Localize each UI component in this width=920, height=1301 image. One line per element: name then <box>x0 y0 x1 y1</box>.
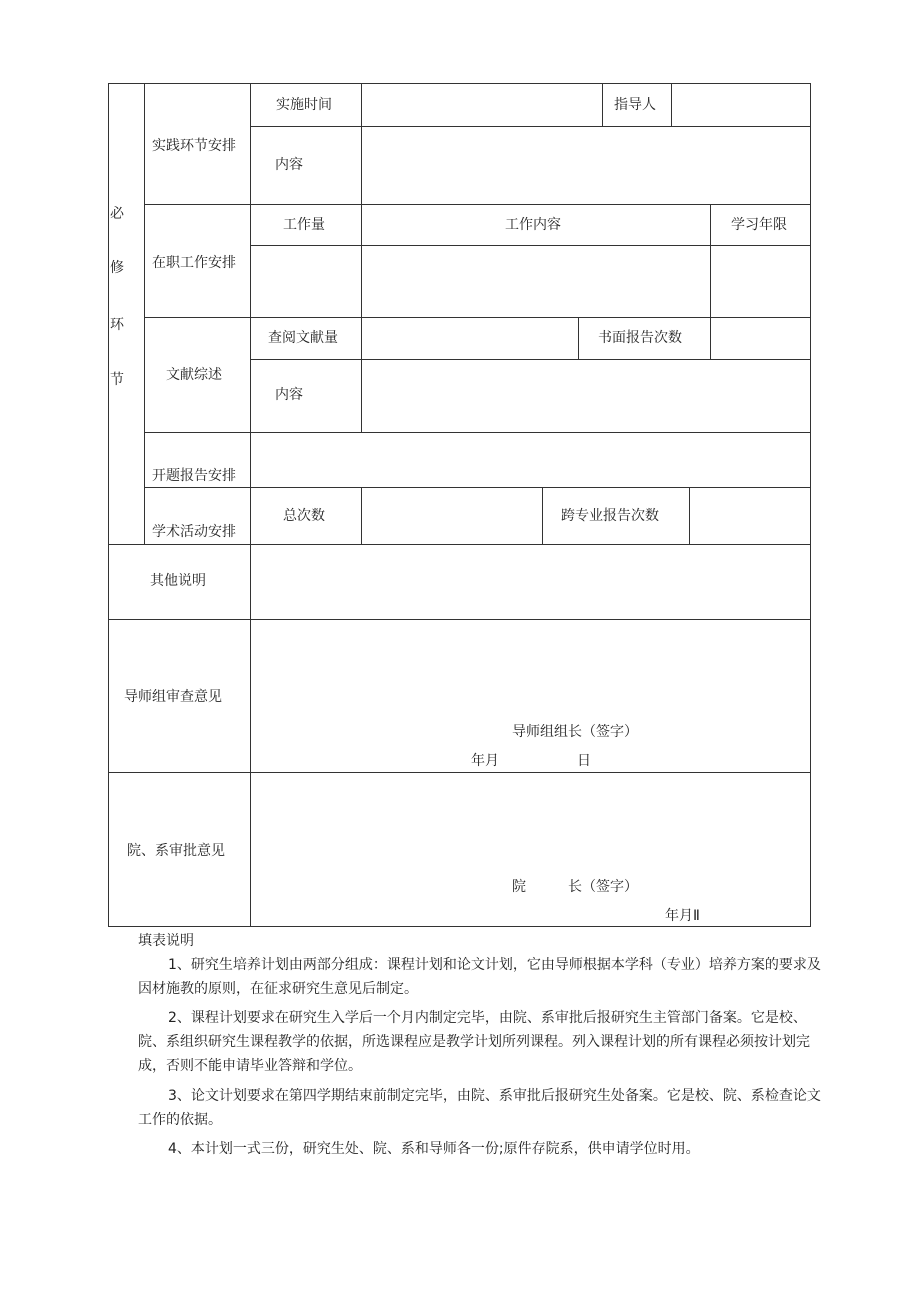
dept-review-field[interactable] <box>251 773 810 926</box>
proposal-label: 开题报告安排 <box>152 468 236 484</box>
advisor-review-sign: 导师组组长（签字） <box>512 724 638 740</box>
academic-label: 学术活动安排 <box>152 524 236 540</box>
notes-title: 填表说明 <box>138 933 194 949</box>
practice-advisor-field[interactable] <box>672 84 810 126</box>
dept-review-date: 年月Ⅱ <box>665 908 700 924</box>
required-char-1: 必 <box>110 206 124 222</box>
onjob-col-years: 学习年限 <box>731 217 787 233</box>
advisor-review-label: 导师组审查意见 <box>124 689 222 705</box>
required-char-3: 环 <box>110 317 124 333</box>
practice-time-label: 实施时间 <box>276 97 332 113</box>
practice-time-field[interactable] <box>362 84 602 126</box>
practice-content-label: 内容 <box>275 157 303 173</box>
advisor-review-date-d: 日 <box>577 753 591 769</box>
note-item-3: 3、论文计划要求在第四学期结束前制定完毕，由院、系审批后报研究生处备案。它是校、院、系检查论文工作的依据。 <box>138 1088 821 1128</box>
practice-label: 实践环节安排 <box>152 138 236 154</box>
academic-total-field[interactable] <box>362 488 542 544</box>
required-char-4: 节 <box>110 372 124 388</box>
onjob-col-content: 工作内容 <box>505 217 561 233</box>
literature-count-label: 查阅文献量 <box>268 330 338 346</box>
onjob-content-field[interactable] <box>362 246 710 317</box>
advisor-review-date-ym: 年月 <box>471 753 499 769</box>
literature-content-field[interactable] <box>362 360 810 432</box>
literature-label: 文献综述 <box>166 367 222 383</box>
proposal-field[interactable] <box>251 433 810 487</box>
advisor-review-field[interactable] <box>251 620 810 772</box>
literature-report-field[interactable] <box>711 318 810 359</box>
other-label: 其他说明 <box>150 573 206 589</box>
required-char-2: 修 <box>110 260 124 276</box>
dept-review-sign-b: 长（签字） <box>568 879 638 895</box>
other-field[interactable] <box>251 545 810 619</box>
academic-cross-label: 跨专业报告次数 <box>561 508 659 524</box>
onjob-label: 在职工作安排 <box>152 255 236 271</box>
practice-content-field[interactable] <box>362 127 810 204</box>
onjob-workload-field[interactable] <box>251 246 361 317</box>
practice-advisor-label: 指导人 <box>614 97 656 113</box>
academic-cross-field[interactable] <box>690 488 810 544</box>
literature-content-label: 内容 <box>275 387 303 403</box>
onjob-col-workload: 工作量 <box>283 217 325 233</box>
note-item-4: 4、本计划一式三份，研究生处、院、系和导师各一份;原件存院系，供申请学位时用。 <box>168 1141 700 1157</box>
dept-review-sign-a: 院 <box>512 879 526 895</box>
academic-total-label: 总次数 <box>283 508 325 524</box>
literature-report-label: 书面报告次数 <box>598 330 682 346</box>
onjob-years-field[interactable] <box>711 246 810 317</box>
literature-count-field[interactable] <box>362 318 578 359</box>
note-item-1: 1、研究生培养计划由两部分组成：课程计划和论文计划，它由导师根据本学科（专业）培养方案的要求及因材施教的原则，在征求研究生意见后制定。 <box>138 957 821 997</box>
note-item-2: 2、课程计划要求在研究生入学后一个月内制定完毕，由院、系审批后报研究生主管部门备案。它是校、院、系组织研究生课程教学的依据，所选课程应是教学计划所列课程。列入课程计划的所有课程必须按计划完成，否则不能申请毕业答辩和学位。 <box>138 1010 810 1074</box>
dept-review-label: 院、系审批意见 <box>127 843 225 859</box>
